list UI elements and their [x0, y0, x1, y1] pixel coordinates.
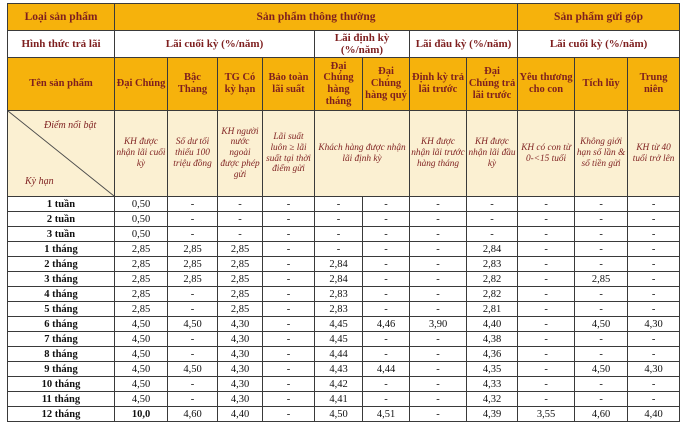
term-label: 2 tuần — [8, 212, 115, 227]
rate-cell: - — [315, 197, 363, 212]
rate-cell: - — [218, 212, 263, 227]
term-label: 9 tháng — [8, 362, 115, 377]
end-term-interest-group-2: Lãi cuối kỳ (%/năm) — [518, 31, 680, 58]
product-feature-cell: Số dư tối thiểu 100 triệu đồng — [168, 111, 218, 197]
rate-cell: - — [168, 197, 218, 212]
rate-cell: 4,30 — [218, 392, 263, 407]
rate-cell: 2,85 — [115, 242, 168, 257]
term-label: 4 tháng — [8, 287, 115, 302]
product-column-header: TG Có kỳ hạn — [218, 58, 263, 111]
rate-cell: - — [518, 272, 575, 287]
rate-cell: 2,82 — [467, 272, 518, 287]
rate-cell: - — [363, 227, 410, 242]
highlight-term-corner-cell — [8, 111, 115, 197]
rate-cell: - — [168, 302, 218, 317]
product-column-header: Bậc Thang — [168, 58, 218, 111]
rate-cell: 4,45 — [315, 332, 363, 347]
rate-cell: 3,90 — [410, 317, 467, 332]
product-feature-cell: Không giới hạn số lần & số tiền gửi — [575, 111, 628, 197]
rate-cell: 2,85 — [218, 287, 263, 302]
rate-cell: 2,84 — [315, 272, 363, 287]
rate-cell: 2,83 — [467, 257, 518, 272]
payment-form-row — [8, 31, 680, 58]
rate-cell: - — [410, 377, 467, 392]
rate-cell: - — [575, 242, 628, 257]
rate-cell: - — [575, 227, 628, 242]
term-row — [8, 287, 680, 302]
rate-cell: - — [575, 212, 628, 227]
product-feature-cell: KH được nhận lãi cuối kỳ — [115, 111, 168, 197]
rate-cell: - — [575, 302, 628, 317]
rate-cell: 0,50 — [115, 212, 168, 227]
rate-cell: 4,50 — [168, 362, 218, 377]
rate-cell: 3,55 — [518, 407, 575, 422]
rate-cell: 2,82 — [467, 287, 518, 302]
term-label: 7 tháng — [8, 332, 115, 347]
rate-cell: 2,83 — [315, 302, 363, 317]
rate-cell: 4,30 — [218, 317, 263, 332]
rate-cell: - — [575, 257, 628, 272]
rate-cell: - — [168, 347, 218, 362]
rate-cell: - — [518, 212, 575, 227]
term-row — [8, 347, 680, 362]
product-feature-cell: Khách hàng được nhận lãi định kỳ — [315, 111, 410, 197]
rate-cell: - — [575, 347, 628, 362]
rate-table-body — [8, 197, 680, 422]
rate-cell: 4,30 — [218, 362, 263, 377]
rate-cell: - — [168, 287, 218, 302]
rate-cell: 4,50 — [315, 407, 363, 422]
rate-cell: - — [518, 257, 575, 272]
rate-cell: 4,43 — [315, 362, 363, 377]
rate-cell: 2,84 — [315, 257, 363, 272]
rate-cell: - — [263, 347, 315, 362]
rate-cell: 4,45 — [315, 317, 363, 332]
rate-cell: 2,85 — [168, 257, 218, 272]
term-row — [8, 317, 680, 332]
rate-cell: - — [363, 197, 410, 212]
rate-cell: - — [168, 392, 218, 407]
rate-cell: 2,85 — [115, 272, 168, 287]
interest-rate-table — [7, 3, 680, 422]
rate-cell: - — [410, 272, 467, 287]
term-label: 10 tháng — [8, 377, 115, 392]
rate-cell: 2,85 — [115, 287, 168, 302]
product-column-header: Bảo toàn lãi suất — [263, 58, 315, 111]
rate-cell: 4,40 — [218, 407, 263, 422]
term-row — [8, 257, 680, 272]
rate-cell: - — [467, 212, 518, 227]
product-feature-cell: KH được nhận lãi trước hàng tháng — [410, 111, 467, 197]
rate-cell: 2,85 — [218, 257, 263, 272]
term-label: 2 tháng — [8, 257, 115, 272]
rate-cell: 2,85 — [218, 242, 263, 257]
rate-cell: - — [518, 302, 575, 317]
rate-cell: 2,83 — [315, 287, 363, 302]
term-label: 6 tháng — [8, 317, 115, 332]
rate-cell: 4,30 — [218, 377, 263, 392]
rate-cell: 4,30 — [218, 347, 263, 362]
rate-cell: - — [518, 332, 575, 347]
payment-form-header: Hình thức trả lãi — [8, 31, 115, 58]
rate-cell: - — [518, 347, 575, 362]
rate-cell: 4,50 — [168, 317, 218, 332]
rate-cell: - — [575, 287, 628, 302]
term-label: 8 tháng — [8, 347, 115, 362]
savings-products-group-header: Sản phẩm gửi góp — [518, 4, 680, 31]
rate-cell: 4,40 — [467, 317, 518, 332]
rate-cell: - — [628, 392, 680, 407]
rate-cell: - — [575, 377, 628, 392]
rate-cell: 2,84 — [467, 242, 518, 257]
rate-cell: 2,85 — [218, 272, 263, 287]
term-row — [8, 377, 680, 392]
rate-cell: 2,85 — [115, 302, 168, 317]
product-column-header: Định kỳ trả lãi trước — [410, 58, 467, 111]
rate-cell: 4,46 — [363, 317, 410, 332]
term-label: 1 tuần — [8, 197, 115, 212]
rate-cell: - — [628, 377, 680, 392]
product-type-header: Loại sản phẩm — [8, 4, 115, 31]
rate-cell: - — [518, 227, 575, 242]
rate-cell: 4,32 — [467, 392, 518, 407]
rate-cell: - — [363, 302, 410, 317]
rate-cell: - — [363, 287, 410, 302]
term-axis-label: Kỳ hạn — [25, 176, 54, 187]
rate-cell: 4,50 — [575, 317, 628, 332]
rate-cell: - — [518, 287, 575, 302]
rate-cell: - — [263, 362, 315, 377]
rate-cell: - — [518, 197, 575, 212]
rate-cell: 4,44 — [315, 347, 363, 362]
rate-cell: 4,50 — [115, 362, 168, 377]
rate-cell: - — [410, 197, 467, 212]
rate-cell: - — [575, 197, 628, 212]
term-row — [8, 242, 680, 257]
rate-cell: - — [575, 332, 628, 347]
product-feature-cell: KH từ 40 tuổi trở lên — [628, 111, 680, 197]
rate-cell: - — [263, 332, 315, 347]
rate-cell: - — [518, 317, 575, 332]
rate-cell: 0,50 — [115, 197, 168, 212]
rate-cell: - — [263, 377, 315, 392]
rate-cell: 4,39 — [467, 407, 518, 422]
product-type-row — [8, 4, 680, 31]
rate-cell: - — [363, 332, 410, 347]
rate-cell: - — [518, 377, 575, 392]
rate-cell: 4,30 — [628, 317, 680, 332]
rate-cell: - — [410, 407, 467, 422]
rate-cell: - — [628, 347, 680, 362]
rate-cell: - — [628, 242, 680, 257]
rate-cell: - — [575, 392, 628, 407]
rate-cell: - — [263, 212, 315, 227]
rate-cell: - — [363, 257, 410, 272]
rate-cell: 4,50 — [115, 392, 168, 407]
rate-cell: - — [263, 242, 315, 257]
rate-cell: 4,60 — [575, 407, 628, 422]
rate-cell: - — [363, 272, 410, 287]
rate-cell: - — [628, 272, 680, 287]
rate-cell: - — [218, 197, 263, 212]
rate-cell: - — [168, 227, 218, 242]
rate-cell: - — [628, 332, 680, 347]
rate-cell: 4,50 — [115, 377, 168, 392]
term-row — [8, 407, 680, 422]
rate-cell: - — [628, 257, 680, 272]
term-label: 3 tuần — [8, 227, 115, 242]
rate-cell: 4,50 — [115, 332, 168, 347]
rate-cell: - — [263, 227, 315, 242]
term-row — [8, 392, 680, 407]
rate-cell: - — [410, 287, 467, 302]
term-row — [8, 197, 680, 212]
product-feature-cell: KH người nước ngoài được phép gửi — [218, 111, 263, 197]
rate-cell: - — [628, 227, 680, 242]
product-feature-cell: KH được nhận lãi đầu kỳ — [467, 111, 518, 197]
rate-cell: 4,33 — [467, 377, 518, 392]
rate-cell: 2,85 — [218, 302, 263, 317]
term-row — [8, 362, 680, 377]
end-term-interest-group: Lãi cuối kỳ (%/năm) — [115, 31, 315, 58]
rate-cell: - — [168, 332, 218, 347]
rate-cell: 4,50 — [115, 317, 168, 332]
rate-cell: - — [263, 287, 315, 302]
rate-cell: - — [467, 197, 518, 212]
rate-cell: - — [410, 212, 467, 227]
rate-cell: 2,81 — [467, 302, 518, 317]
rate-cell: - — [628, 197, 680, 212]
rate-cell: - — [410, 392, 467, 407]
rate-cell: 4,38 — [467, 332, 518, 347]
rate-cell: - — [315, 242, 363, 257]
rate-cell: 4,36 — [467, 347, 518, 362]
rate-cell: - — [315, 212, 363, 227]
rate-cell: - — [263, 302, 315, 317]
rate-cell: - — [410, 242, 467, 257]
term-label: 12 tháng — [8, 407, 115, 422]
product-column-header: Yêu thương cho con — [518, 58, 575, 111]
rate-cell: - — [315, 227, 363, 242]
rate-cell: 0,50 — [115, 227, 168, 242]
rate-cell: - — [363, 377, 410, 392]
highlight-label: Điểm nổi bật — [44, 120, 97, 131]
rate-cell: 2,85 — [168, 272, 218, 287]
product-column-header: Đại Chúng hàng quý — [363, 58, 410, 111]
rate-cell: - — [410, 332, 467, 347]
rate-cell: 2,85 — [115, 257, 168, 272]
rate-cell: - — [410, 362, 467, 377]
rate-cell: 4,35 — [467, 362, 518, 377]
rate-cell: 4,50 — [115, 347, 168, 362]
feature-row — [8, 111, 680, 197]
rate-cell: - — [168, 377, 218, 392]
term-row — [8, 272, 680, 287]
rate-cell: 4,60 — [168, 407, 218, 422]
rate-cell: - — [218, 227, 263, 242]
rate-cell: - — [363, 242, 410, 257]
rate-cell: - — [628, 302, 680, 317]
rate-cell: 4,42 — [315, 377, 363, 392]
product-feature-cell: KH có con từ 0-<15 tuổi — [518, 111, 575, 197]
rate-cell: - — [410, 227, 467, 242]
rate-cell: 4,44 — [363, 362, 410, 377]
rate-cell: - — [518, 242, 575, 257]
upfront-interest-group: Lãi đầu kỳ (%/năm) — [410, 31, 518, 58]
rate-cell: - — [263, 272, 315, 287]
rate-cell: 4,51 — [363, 407, 410, 422]
rate-cell: - — [168, 212, 218, 227]
periodic-interest-group: Lãi định kỳ (%/năm) — [315, 31, 410, 58]
rate-cell: - — [263, 197, 315, 212]
rate-cell: 4,30 — [218, 332, 263, 347]
term-row — [8, 332, 680, 347]
term-label: 11 tháng — [8, 392, 115, 407]
rate-cell: - — [363, 392, 410, 407]
product-column-header: Trung niên — [628, 58, 680, 111]
rate-cell: - — [363, 347, 410, 362]
rate-cell: - — [467, 227, 518, 242]
rate-cell: - — [518, 392, 575, 407]
rate-cell: - — [518, 362, 575, 377]
product-column-header: Đại Chúng — [115, 58, 168, 111]
rate-cell: - — [410, 302, 467, 317]
term-label: 5 tháng — [8, 302, 115, 317]
product-column-header: Đại Chúng trả lãi trước — [467, 58, 518, 111]
rate-cell: - — [263, 317, 315, 332]
rate-cell: 4,40 — [628, 407, 680, 422]
product-column-header: Tích lũy — [575, 58, 628, 111]
rate-cell: 4,30 — [628, 362, 680, 377]
rate-cell: - — [628, 212, 680, 227]
product-name-row — [8, 58, 680, 111]
rate-cell: - — [263, 407, 315, 422]
rate-cell: 4,50 — [575, 362, 628, 377]
term-row — [8, 212, 680, 227]
rate-cell: - — [263, 257, 315, 272]
rate-cell: - — [410, 347, 467, 362]
rate-cell: - — [410, 257, 467, 272]
regular-products-group-header: Sản phẩm thông thường — [115, 4, 518, 31]
term-row — [8, 227, 680, 242]
rate-cell: - — [628, 287, 680, 302]
term-row — [8, 302, 680, 317]
rate-cell: 2,85 — [168, 242, 218, 257]
term-label: 1 tháng — [8, 242, 115, 257]
term-label: 3 tháng — [8, 272, 115, 287]
product-name-header: Tên sản phẩm — [8, 58, 115, 111]
product-column-header: Đại Chúng hàng tháng — [315, 58, 363, 111]
rate-cell: 2,85 — [575, 272, 628, 287]
rate-cell: - — [263, 392, 315, 407]
rate-cell: 10,0 — [115, 407, 168, 422]
rate-cell: 4,41 — [315, 392, 363, 407]
rate-cell: - — [363, 212, 410, 227]
product-feature-cell: Lãi suất luôn ≥ lãi suất tại thời điểm gửi — [263, 111, 315, 197]
